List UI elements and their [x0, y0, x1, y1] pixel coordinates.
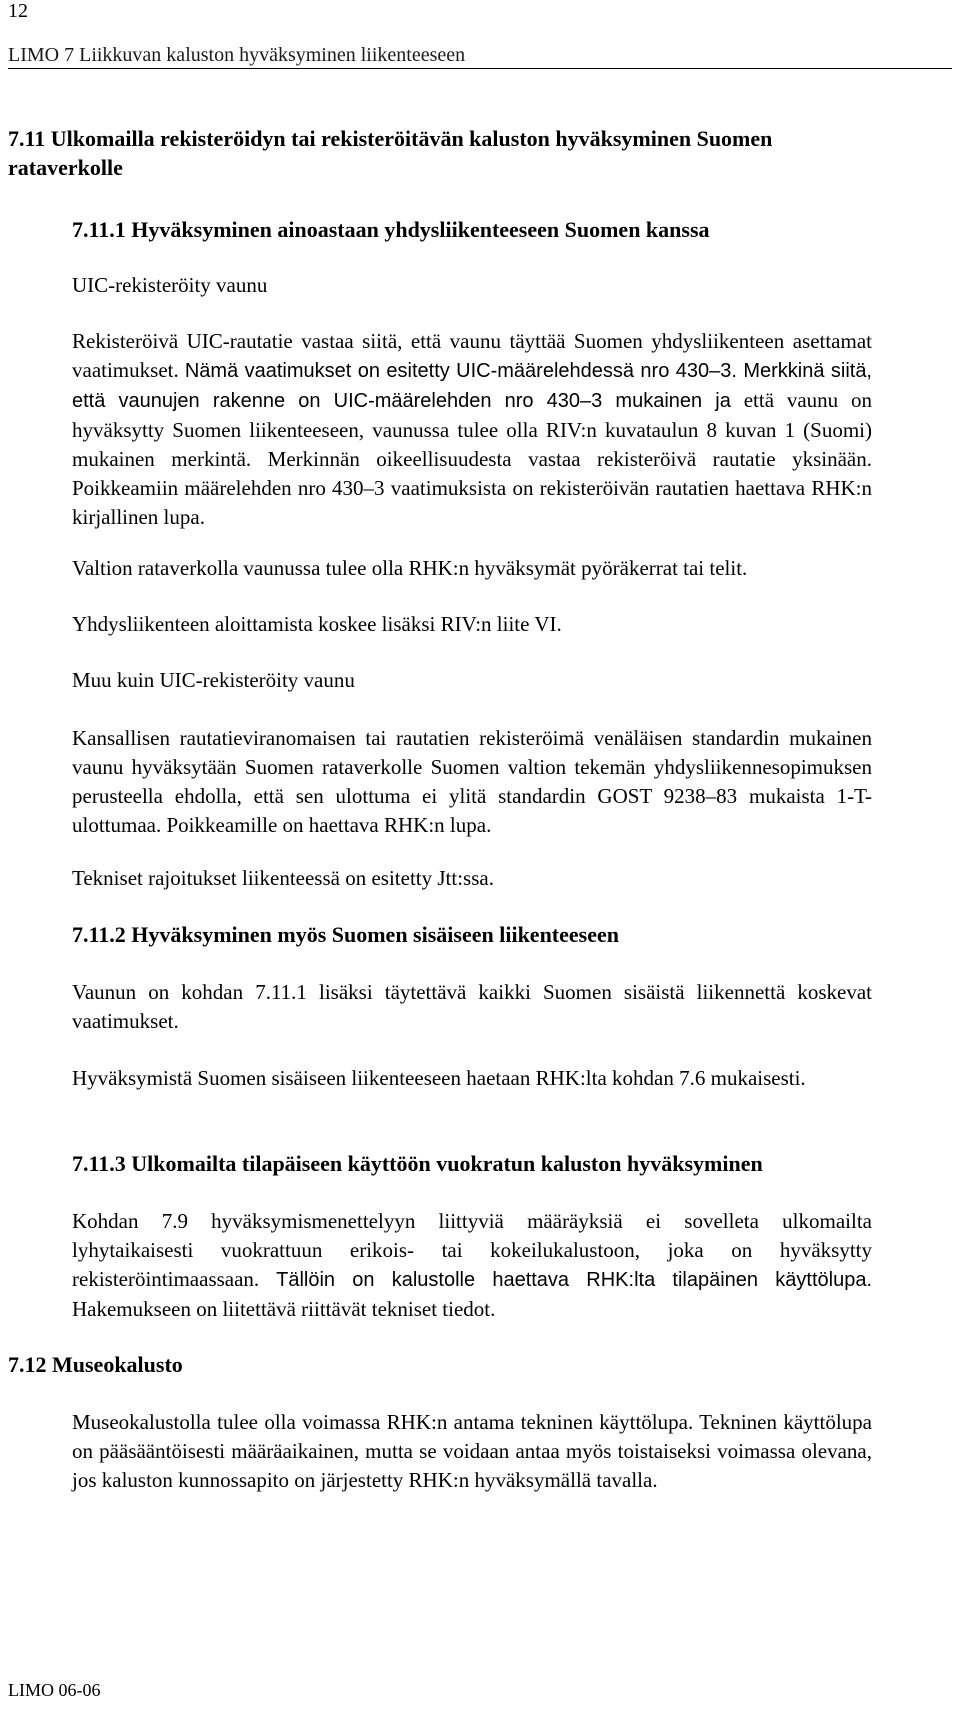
- paragraph-temporary-permit-text: Tällöin on kalustolle haettava RHK:lta tilapäinen käyttölupa.: [276, 1269, 872, 1291]
- paragraph-uic-responsibility: [72, 327, 872, 532]
- subheading-non-uic: Muu kuin UIC-rekisteröity vaunu: [72, 668, 355, 692]
- paragraph-technical-data-text: Hakemukseen on liitettävä riittävät tekniset tiedot.: [72, 1297, 496, 1321]
- paragraph-through-traffic: Yhdysliikenteen aloittamista koskee lisäksi RIV:n liite VI.: [72, 612, 562, 636]
- paragraph-uic-responsibility-text: Rekisteröivä UIC-rautatie vastaa siitä, että vaunu täyttää Suomen yhdysliikenteen asettamat vaatimukset.: [72, 329, 872, 382]
- paragraph-technical-restrictions: Tekniset rajoitukset liikenteessä on esitetty Jtt:ssa.: [72, 866, 494, 890]
- paragraph-uic-marking-text: että vaunu on hyväksytty Suomen liikenteeseen, vaunussa tulee olla RIV:n kuvataulun 8 kuvan 1 (Suomi) mukainen merkintä. Merkinnän oikeellisuudesta vastaa rekisteröivä rautatie yksinään. Poikkeamiin määrelehden nro 430–3 vaatimuksista on rekisteröivän rautatien haettava RHK:n kirjallinen lupa.: [72, 388, 873, 529]
- section-7-11-1-heading: 7.11.1 Hyväksyminen ainoastaan yhdysliikenteeseen Suomen kanssa: [72, 217, 710, 242]
- page-number: 12: [8, 0, 28, 22]
- paragraph-temporary-rental-text: Kohdan 7.9 hyväksymismenettelyyn liittyviä määräyksiä ei sovelleta ulkomailta lyhytaikaisesti vuokrattuun erikois- tai kokeilukalustoon, joka on hyväksytty rekisteröintimaassaan.: [72, 1209, 872, 1291]
- paragraph-uic-requirements-text: Nämä vaatimukset on esitetty UIC-määrelehdessä nro 430–3. Merkkinä siitä, että vaunujen rakenne on UIC-määrelehden nro 430–3 mukainen ja: [72, 360, 872, 412]
- paragraph-museum-rolling-stock: Museokalustolla tulee olla voimassa RHK:n antama tekninen käyttölupa. Tekninen käyttölupa on pääsääntöisesti määräaikainen, mutta se voidaan antaa myös toistaiseksi voimassa olevana, jos kaluston kunnossapito on järjestetty RHK:n hyväksymällä tavalla.: [72, 1410, 872, 1492]
- section-7-11-3-heading: 7.11.3 Ulkomailta tilapäiseen käyttöön vuokratun kaluston hyväksyminen: [72, 1151, 763, 1176]
- paragraph-russian-standard: Kansallisen rautatieviranomaisen tai rautatien rekisteröimä venäläisen standardin mukainen vaunu hyväksytään Suomen rataverkolle Suomen valtion tekemän yhdysliikennesopimuksen perusteella ehdolla, että sen ulottuma ei ylitä standardin GOST 9238–83 mukaista 1-T-ulottumaa. Poikkeamille on haettava RHK:n lupa.: [72, 726, 872, 837]
- page-footer: LIMO 06-06: [8, 1680, 101, 1700]
- subheading-uic-registered: UIC-rekisteröity vaunu: [72, 273, 268, 297]
- section-7-11-heading-line2: rataverkolle: [8, 155, 123, 180]
- paragraph-temporary-rental: [72, 1207, 872, 1324]
- header-rule: [8, 68, 952, 69]
- paragraph-state-network: Valtion rataverkolla vaunussa tulee olla RHK:n hyväksymät pyöräkerrat tai telit.: [72, 556, 748, 580]
- paragraph-domestic-requirements: Vaunun on kohdan 7.11.1 lisäksi täytettävä kaikki Suomen sisäistä liikennettä koskevat vaatimukset.: [72, 980, 872, 1033]
- running-header: LIMO 7 Liikkuvan kaluston hyväksyminen liikenteeseen: [8, 44, 466, 66]
- section-7-11-heading-line1: 7.11 Ulkomailla rekisteröidyn tai rekisteröitävän kaluston hyväksyminen Suomen: [8, 126, 773, 151]
- section-7-12-heading: 7.12 Museokalusto: [8, 1352, 183, 1377]
- section-7-11-2-heading: 7.11.2 Hyväksyminen myös Suomen sisäiseen liikenteeseen: [72, 922, 619, 947]
- paragraph-domestic-application: Hyväksymistä Suomen sisäiseen liikenteeseen haetaan RHK:lta kohdan 7.6 mukaisesti.: [72, 1066, 806, 1090]
